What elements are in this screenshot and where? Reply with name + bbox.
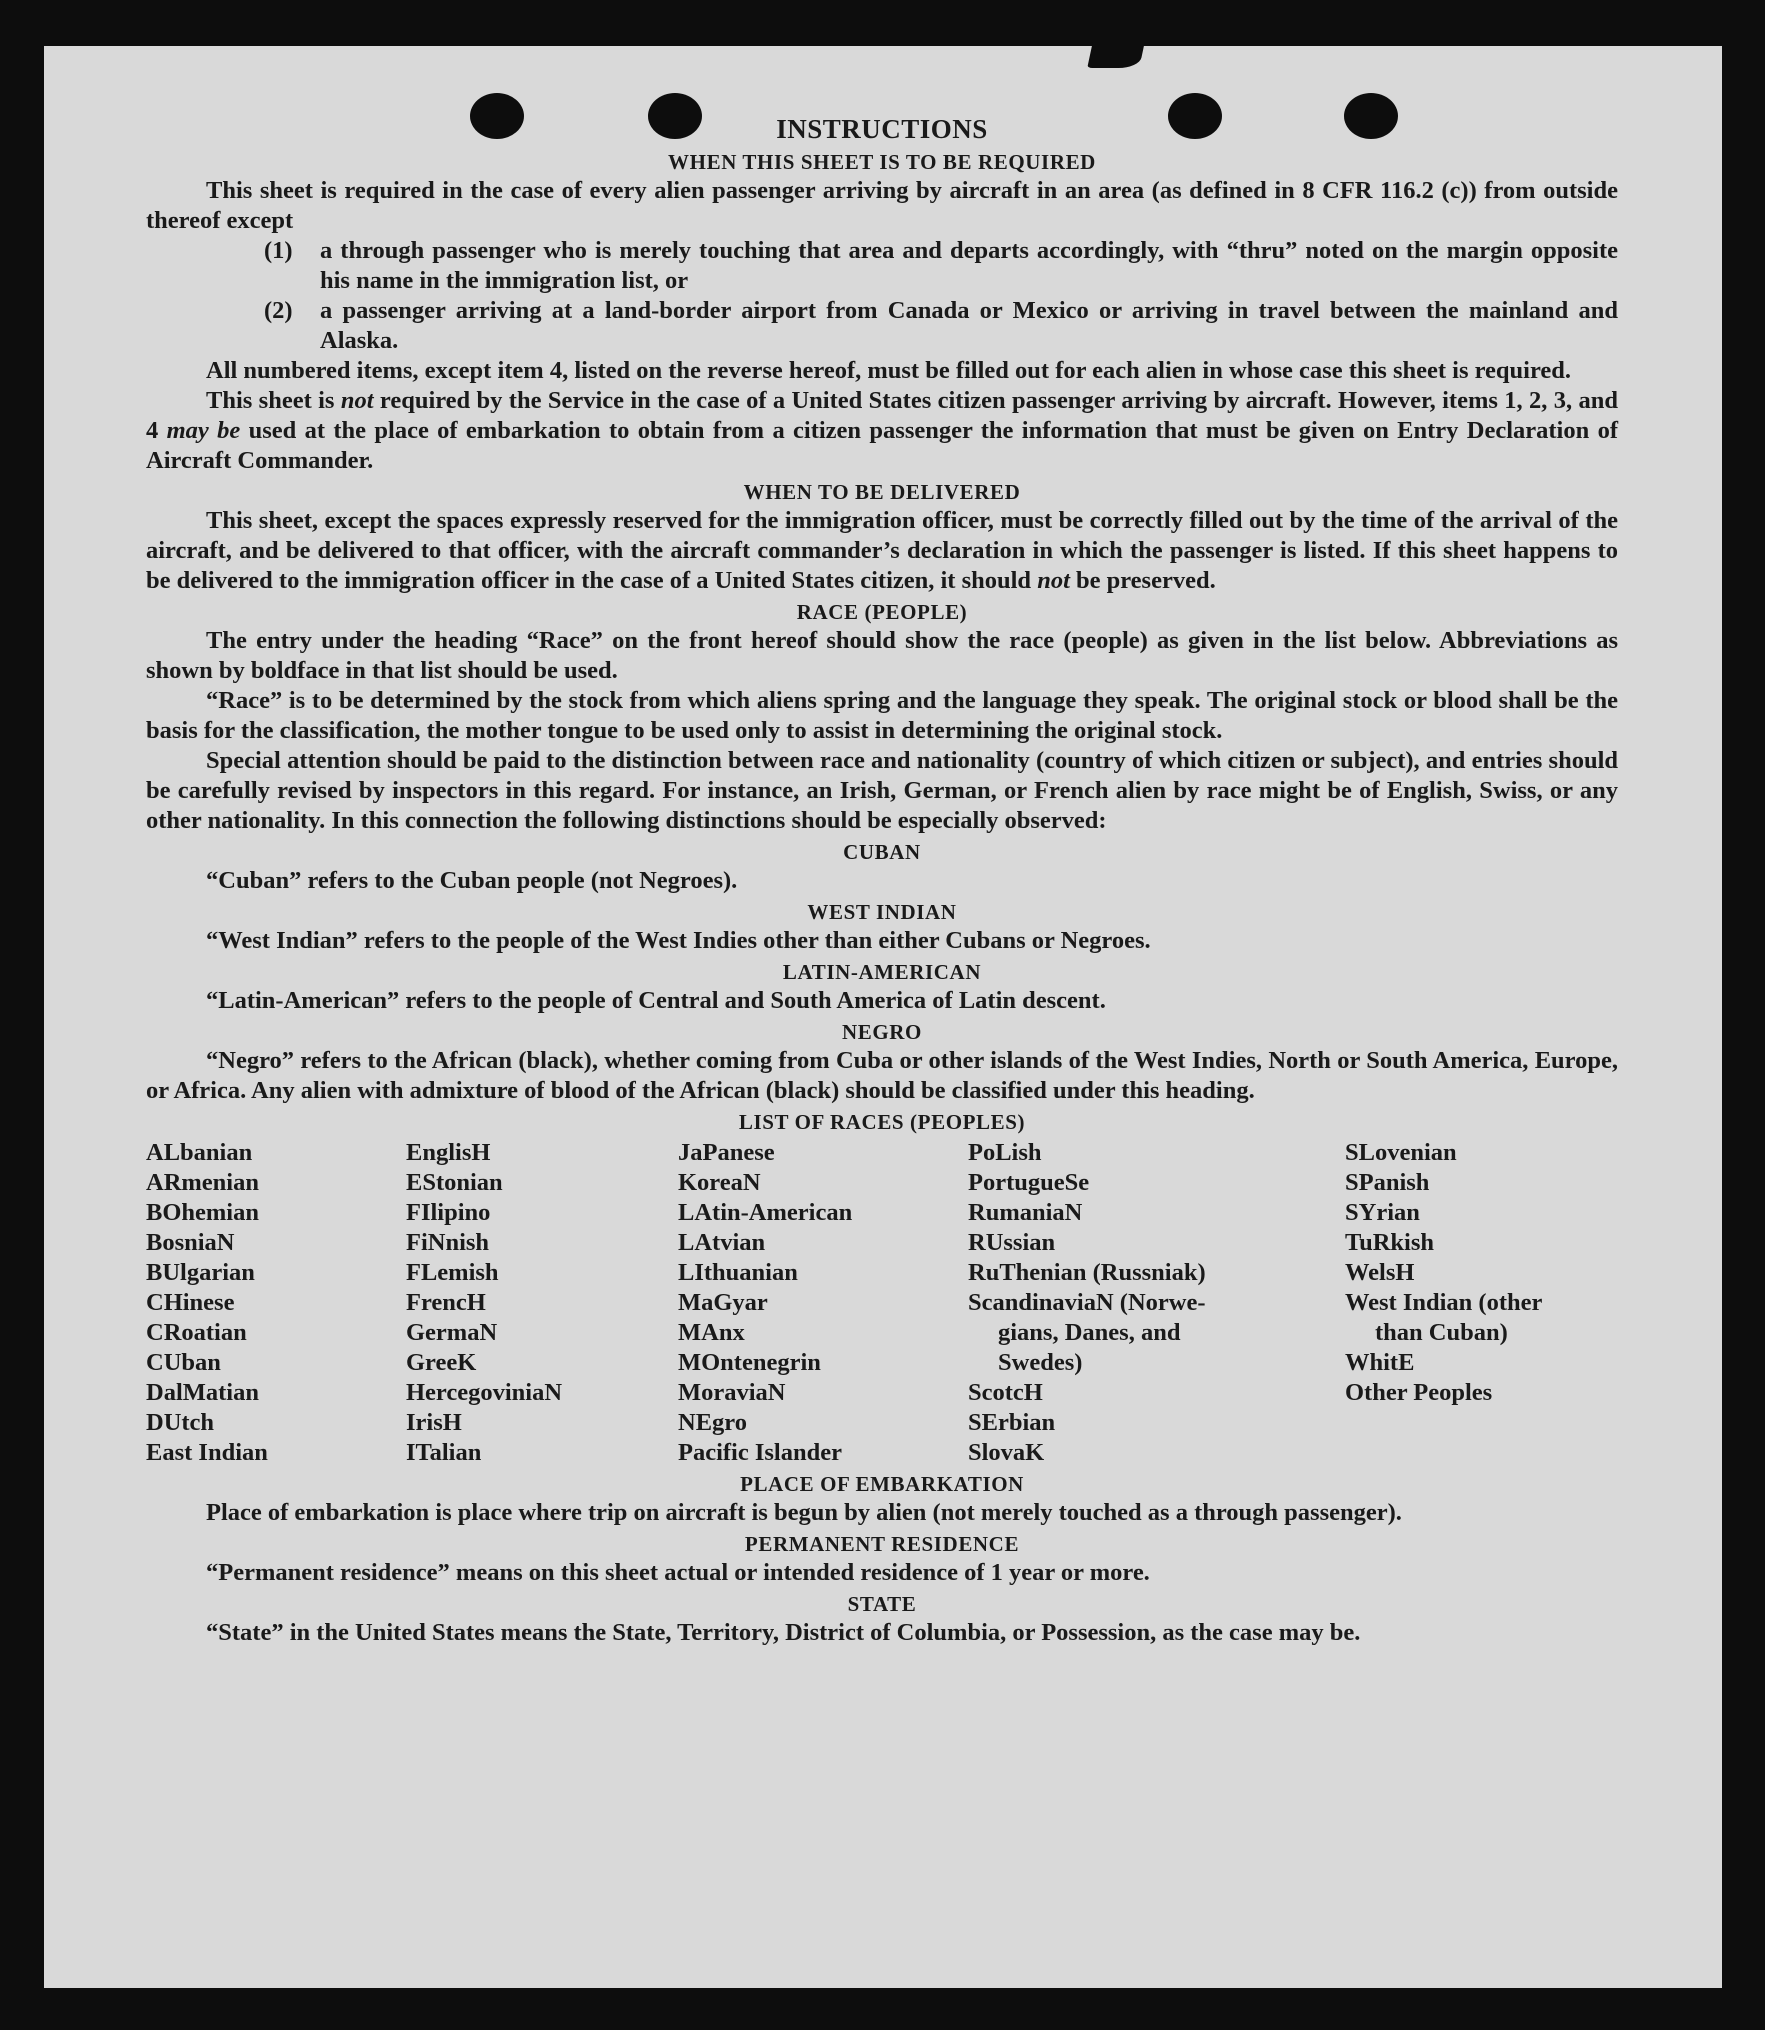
list-item: ITalian [406, 1439, 482, 1466]
list-item: FrencH [406, 1289, 486, 1316]
item-text: a passenger arriving at a land-border airport from Canada or Mexico or arriving in travel between the mainland and Alaska. [320, 297, 1618, 354]
list-item: KoreaN [678, 1169, 761, 1196]
paragraph: The entry under the heading “Race” on the front hereof should show the race (people) as given in the list below. Abbreviations as shown by boldface in that list should be used. [146, 627, 1618, 684]
paragraph: “Race” is to be determined by the stock from which aliens spring and the language they speak. The original stock or blood shall be the basis for the classification, the mother tongue to be used only to assist in determining the original stock. [146, 687, 1618, 744]
race-column [406, 1138, 678, 1468]
paragraph: “Cuban” refers to the Cuban people (not Negroes). [206, 867, 738, 894]
document-sheet [44, 46, 1722, 1988]
list-item: DalMatian [146, 1379, 259, 1406]
text-run: This sheet is [206, 387, 341, 414]
list-item: EStonian [406, 1169, 503, 1196]
list-item: LIthuanian [678, 1259, 798, 1286]
list-item: Other Peoples [1345, 1379, 1493, 1406]
race-column [146, 1138, 406, 1468]
paragraph: This sheet is required in the case of every alien passenger arriving by aircraft in an area (as defined in 8 CFR 116.2 (c)) from outside thereof except [146, 177, 1618, 234]
paragraph: Place of embarkation is place where trip on aircraft is begun by alien (not merely touched as a through passenger). [206, 1499, 1402, 1526]
emphasis: may be [166, 417, 241, 444]
list-item: SYrian [1345, 1199, 1420, 1226]
paragraph: “Permanent residence” means on this sheet actual or intended residence of 1 year or more. [206, 1559, 1150, 1586]
page-title: INSTRUCTIONS [776, 114, 988, 144]
list-item: FiNnish [406, 1229, 490, 1256]
paragraph: “Negro” refers to the African (black), whether coming from Cuba or other islands of the West Indies, North or South America, Europe, or Africa. Any alien with admixture of blood of the African (black) should be classified under this heading. [146, 1047, 1618, 1104]
heading-when-required: WHEN THIS SHEET IS TO BE REQUIRED [668, 150, 1096, 174]
heading-permanent-residence: PERMANENT RESIDENCE [744, 1532, 1020, 1556]
torn-notch [1087, 42, 1145, 68]
race-column [1345, 1138, 1618, 1468]
list-item: SPanish [1345, 1169, 1430, 1196]
race-list [146, 1138, 1618, 1468]
list-item: WhitE [1345, 1349, 1415, 1376]
list-item: PortugueSe [968, 1169, 1090, 1196]
list-item: CUban [146, 1349, 221, 1376]
heading-negro: NEGRO [841, 1020, 922, 1044]
emphasis: not [340, 387, 374, 414]
instructions-content [146, 112, 1618, 1648]
text-run: used at the place of embarkation to obtain from a citizen passenger the information that must be given on Entry Declaration of Aircraft Commander. [146, 417, 1618, 474]
list-item: GreeK [406, 1349, 477, 1376]
race-column [678, 1138, 968, 1468]
heading-race: RACE (PEOPLE) [796, 600, 968, 624]
list-item: EnglisH [406, 1139, 491, 1166]
list-item: LAtvian [678, 1229, 766, 1256]
list-item: gians, Danes, and [998, 1319, 1181, 1346]
list-item: GermaN [406, 1319, 498, 1346]
heading-place-of-embarkation: PLACE OF EMBARKATION [740, 1472, 1024, 1496]
list-item: CHinese [146, 1289, 235, 1316]
list-item: IrisH [406, 1409, 462, 1436]
list-item: SLovenian [1345, 1139, 1457, 1166]
paragraph: “State” in the United States means the State, Territory, District of Columbia, or Possession, as the case may be. [206, 1619, 1361, 1646]
item-number: (1) [264, 237, 293, 264]
list-item: RumaniaN [968, 1199, 1083, 1226]
list-item: TuRkish [1345, 1229, 1435, 1256]
list-item: Swedes) [998, 1349, 1083, 1376]
list-item: WelsH [1345, 1259, 1415, 1286]
text-run: be preserved. [1069, 567, 1216, 594]
paragraph [146, 506, 1618, 596]
list-item: HercegoviniaN [406, 1379, 563, 1406]
race-column [968, 1138, 1345, 1468]
paragraph: Special attention should be paid to the distinction between race and nationality (country of which citizen or subject), and entries should be carefully revised by inspectors in this regard. For instance, an Irish, German, or French alien by race might be of English, Swiss, or any other nationality. In this connection the following distinctions should be especially observed: [146, 747, 1618, 834]
list-item: than Cuban) [1375, 1319, 1508, 1346]
heading-list-of-races: LIST OF RACES (PEOPLES) [738, 1110, 1026, 1134]
list-item: MaGyar [678, 1289, 768, 1316]
list-item: MAnx [678, 1319, 745, 1346]
paragraph: “West Indian” refers to the people of the West Indies other than either Cubans or Negroes. [206, 927, 1151, 954]
list-item: RuThenian (Russniak) [968, 1259, 1206, 1286]
heading-west-indian: WEST INDIAN [807, 900, 957, 924]
numbered-item [146, 296, 1618, 356]
list-item: SlovaK [968, 1439, 1045, 1466]
list-item: LAtin-American [678, 1199, 853, 1226]
text-run: required by the Service in the case of a United States citizen passenger arriving by aircraft. However, items 1, 2, 3, and 4 [146, 387, 1619, 444]
list-item: BUlgarian [146, 1259, 255, 1286]
list-item: JaPanese [678, 1139, 775, 1166]
text-run: This sheet, except the spaces expressly reserved for the immigration officer, must be correctly filled out by the time of the arrival of the aircraft, and be delivered to that officer, with the aircraft commander’s declaration in which the passenger is listed. If this sheet happens to be delivered to the immigration officer in the case of a United States citizen, it should [146, 507, 1618, 594]
list-item: DUtch [146, 1409, 215, 1436]
list-item: MoraviaN [678, 1379, 786, 1406]
list-item: FIlipino [406, 1199, 491, 1226]
list-item: SErbian [968, 1409, 1056, 1436]
heading-latin-american: LATIN-AMERICAN [782, 960, 982, 984]
paragraph [146, 386, 1618, 476]
emphasis: not [1037, 567, 1070, 594]
list-item: Pacific Islander [678, 1439, 842, 1466]
heading-when-delivered: WHEN TO BE DELIVERED [743, 480, 1021, 504]
list-item: BOhemian [146, 1199, 259, 1226]
list-item: CRoatian [146, 1319, 247, 1346]
list-item: PoLish [968, 1139, 1042, 1166]
list-item: ALbanian [146, 1139, 253, 1166]
item-number: (2) [264, 297, 293, 324]
list-item: NEgro [678, 1409, 747, 1436]
list-item: BosniaN [146, 1229, 235, 1256]
list-item: ARmenian [146, 1169, 259, 1196]
paragraph: All numbered items, except item 4, listed on the reverse hereof, must be filled out for each alien in whose case this sheet is required. [206, 357, 1572, 384]
item-text: a through passenger who is merely touching that area and departs accordingly, with “thru” noted on the margin opposite his name in the immigration list, or [320, 237, 1618, 294]
list-item: East Indian [146, 1439, 268, 1466]
list-item: MOntenegrin [678, 1349, 821, 1376]
list-item: ScotcH [968, 1379, 1043, 1406]
numbered-item [146, 236, 1618, 296]
paragraph: “Latin-American” refers to the people of Central and South America of Latin descent. [206, 987, 1106, 1014]
list-item: West Indian (other [1345, 1289, 1543, 1316]
heading-cuban: CUBAN [843, 840, 921, 864]
list-item: ScandinaviaN (Norwe- [968, 1289, 1206, 1316]
heading-state: STATE [847, 1592, 917, 1616]
list-item: RUssian [968, 1229, 1056, 1256]
list-item: FLemish [406, 1259, 499, 1286]
